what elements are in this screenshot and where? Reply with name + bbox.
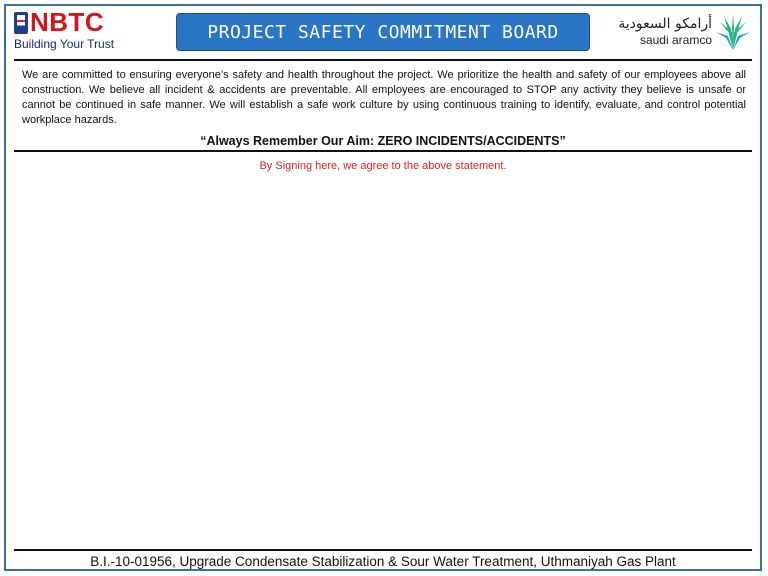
aramco-star-icon xyxy=(716,14,750,50)
project-reference: B.I.-10-01956, Upgrade Condensate Stabilization & Sour Water Treatment, Uthmaniyah Gas Plant xyxy=(90,554,676,569)
statement-divider xyxy=(14,150,752,152)
header-divider xyxy=(14,59,752,61)
safety-motto: “Always Remember Our Aim: ZERO INCIDENTS/ACCIDENTS” xyxy=(200,134,566,148)
nbtc-emblem-icon xyxy=(14,12,28,34)
board-header xyxy=(6,6,760,58)
nbtc-brand: NBTC xyxy=(30,7,105,37)
nbtc-tagline: Building Your Trust xyxy=(14,37,115,51)
signing-instruction: By Signing here, we agree to the above statement. xyxy=(259,160,507,172)
aramco-logo xyxy=(618,10,752,54)
safety-board xyxy=(4,4,762,571)
footer-divider xyxy=(14,549,752,551)
board-title: PROJECT SAFETY COMMITMENT BOARD xyxy=(176,13,590,51)
nbtc-logo xyxy=(14,7,124,54)
aramco-english-name: saudi aramco xyxy=(639,33,712,47)
commitment-statement: We are committed to ensuring everyone’s safety and health throughout the project. We prioritize the health and safety of our employees above all construction. We believe all incident & accidents are preventable. All employees are encouraged to STOP any activity they believe is unsafe or cannot be continued in safe manner. We will establish a safe work culture by using continuous training to identify, evaluate, and control potential workplace hazards. xyxy=(22,69,746,126)
aramco-arabic-name: أرامكو السعودية xyxy=(618,16,712,32)
